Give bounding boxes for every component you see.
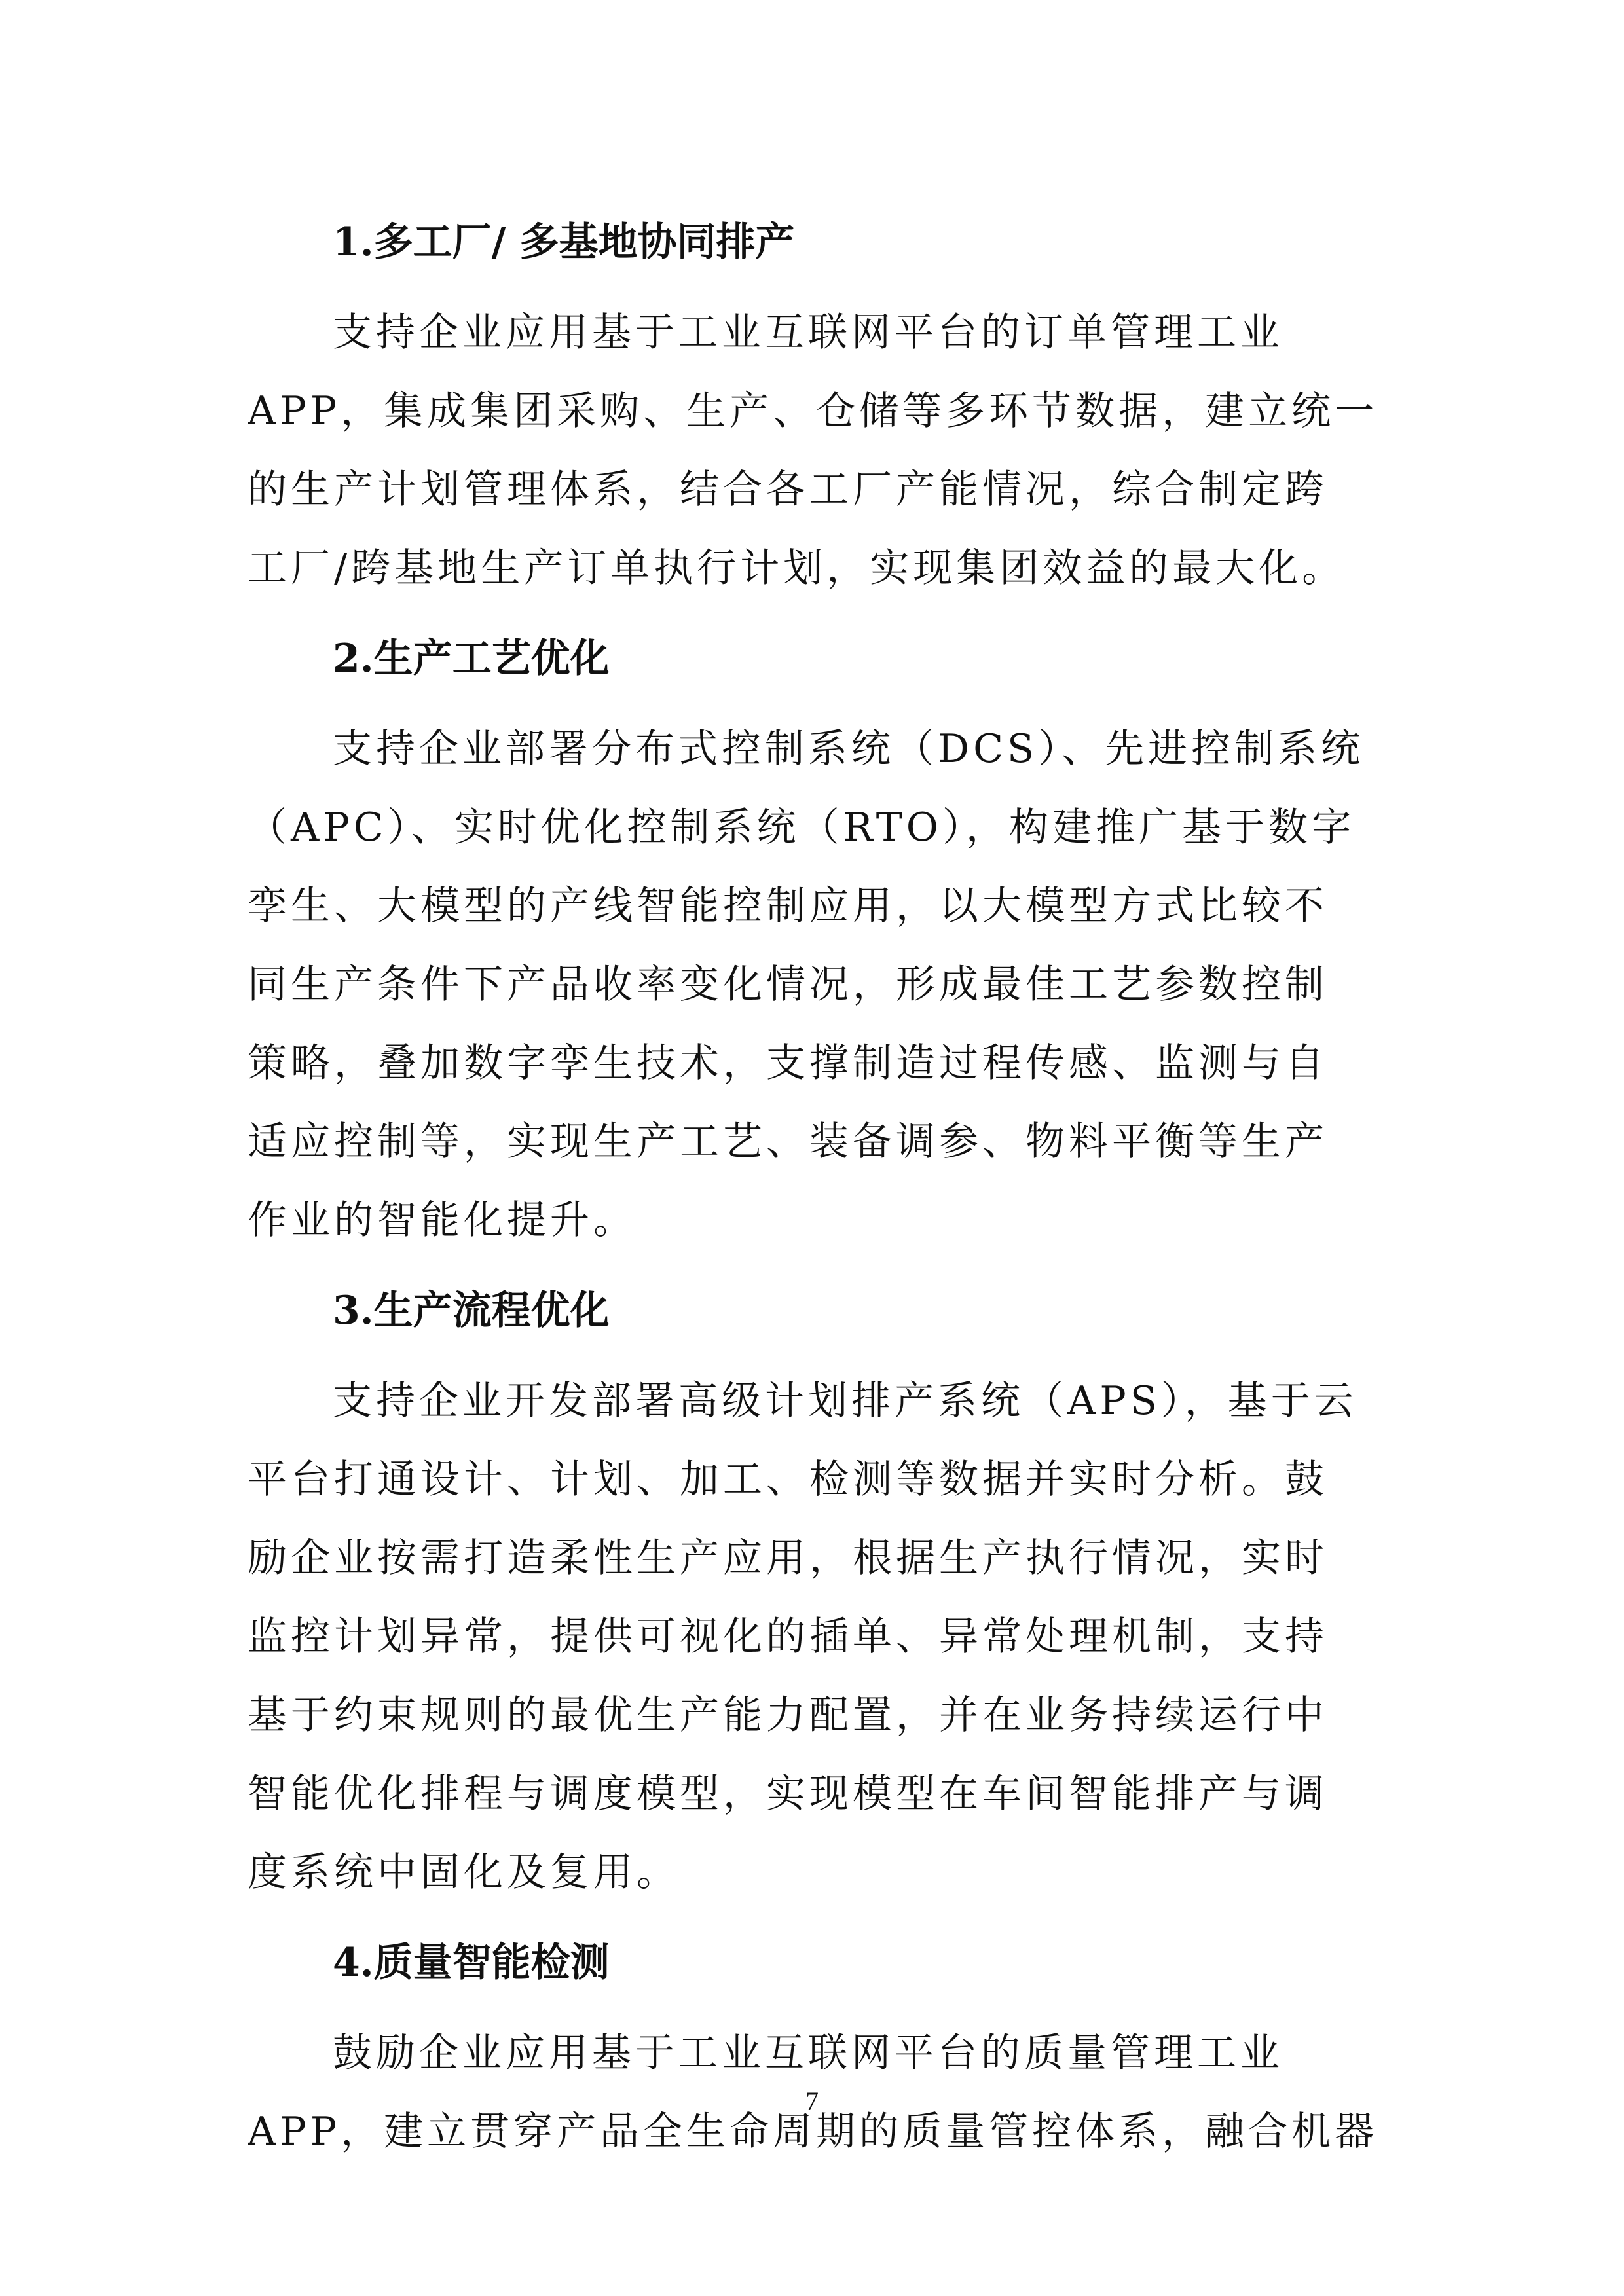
paragraph-line: 支持企业开发部署高级计划排产系统（APS），基于云	[333, 1378, 1357, 1424]
section-heading: 1.多工厂/ 多基地协同排产	[333, 219, 795, 265]
paragraph-line: 平台打通设计、计划、加工、检测等数据并实时分析。鼓	[248, 1457, 1328, 1503]
paragraph-line: 励企业按需打造柔性生产应用，根据生产执行情况，实时	[248, 1535, 1328, 1581]
section-3	[248, 1271, 1380, 1912]
paragraph-line: 工厂/跨基地生产订单执行计划，实现集团效益的最大化。	[248, 545, 1346, 591]
paragraph-line: 鼓励企业应用基于工业互联网平台的质量管理工业	[333, 2030, 1283, 2076]
paragraph	[248, 293, 1380, 608]
paragraph-line: 同生产条件下产品收率变化情况，形成最佳工艺参数控制	[248, 962, 1328, 1008]
paragraph-line: （APC）、实时优化控制系统（RTO），构建推广基于数字	[248, 805, 1355, 850]
section-4	[248, 1923, 1380, 2171]
section-1	[248, 203, 1380, 608]
paragraph-line: 作业的智能化提升。	[248, 1197, 637, 1243]
paragraph-line: 支持企业应用基于工业互联网平台的订单管理工业	[333, 310, 1283, 355]
paragraph-line: 策略，叠加数字孪生技术，支撑制造过程传感、监测与自	[248, 1040, 1328, 1086]
paragraph	[248, 710, 1380, 1260]
paragraph-line: 孪生、大模型的产线智能控制应用，以大模型方式比较不	[248, 883, 1328, 929]
section-2	[248, 619, 1380, 1260]
page-number: 7	[805, 2086, 819, 2116]
paragraph-line: 基于约束规则的最优生产能力配置，并在业务持续运行中	[248, 1692, 1328, 1738]
section-heading: 2.生产工艺优化	[333, 636, 610, 682]
section-heading: 3.生产流程优化	[333, 1288, 610, 1334]
paragraph-line: 的生产计划管理体系，结合各工厂产能情况，综合制定跨	[248, 467, 1328, 513]
paragraph-line: APP，集成集团采购、生产、仓储等多环节数据，建立统一	[248, 388, 1378, 434]
paragraph-line: 智能优化排程与调度模型，实现模型在车间智能排产与调	[248, 1771, 1328, 1817]
paragraph	[248, 1362, 1380, 1912]
section-heading: 4.质量智能检测	[333, 1940, 610, 1986]
paragraph-line: 支持企业部署分布式控制系统（DCS）、先进控制系统	[333, 726, 1365, 772]
paragraph-line: 监控计划异常，提供可视化的插单、异常处理机制，支持	[248, 1614, 1328, 1660]
paragraph-line: 适应控制等，实现生产工艺、装备调参、物料平衡等生产	[248, 1119, 1328, 1165]
paragraph-line: 度系统中固化及复用。	[248, 1850, 680, 1895]
paragraph-line: APP，建立贯穿产品全生命周期的质量管控体系，融合机器	[248, 2109, 1378, 2155]
document-body	[248, 203, 1380, 2183]
